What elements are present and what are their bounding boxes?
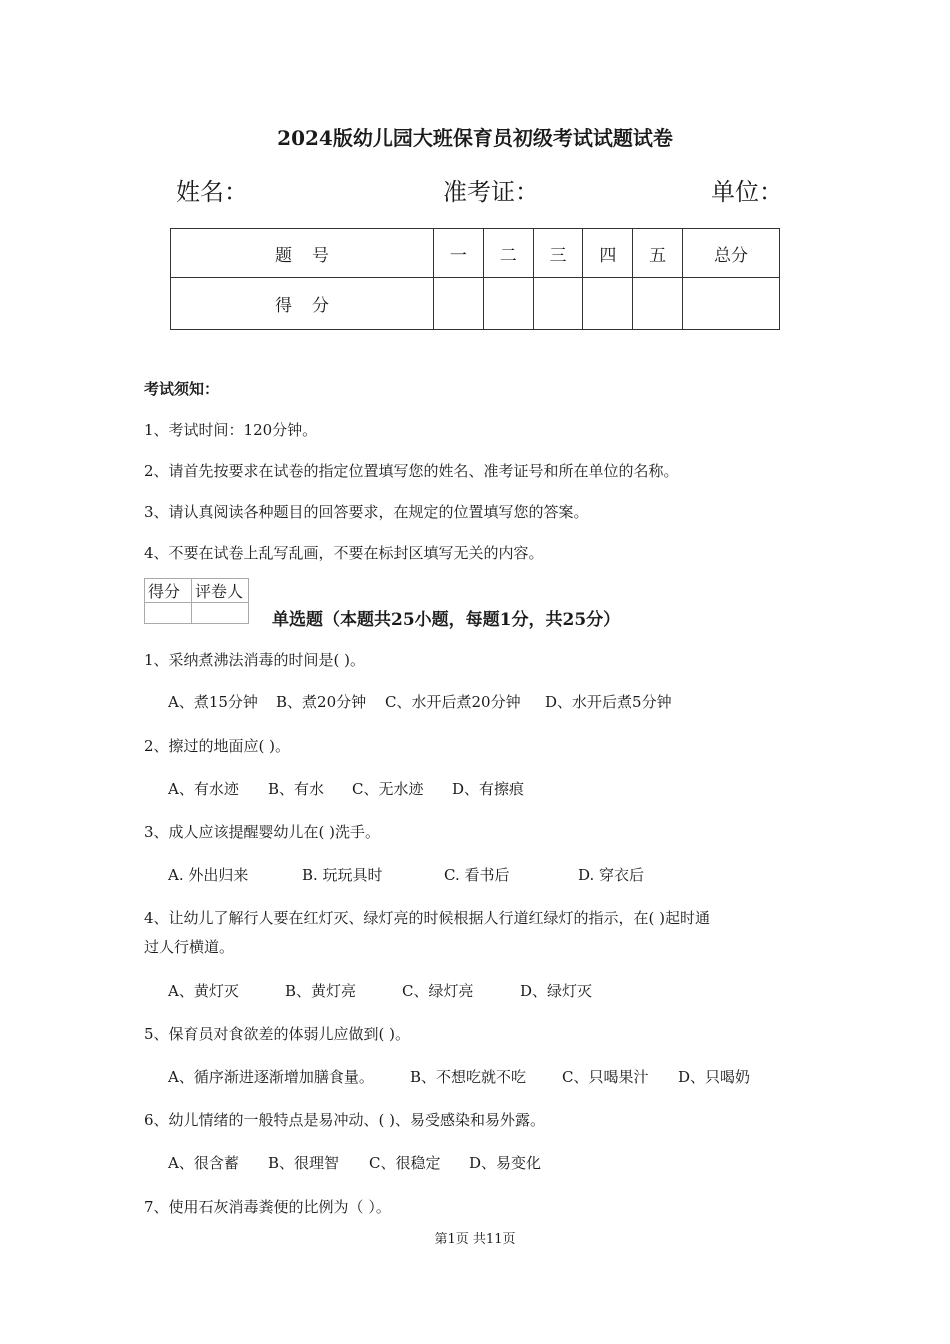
notice-item: 2、请首先按要求在试卷的指定位置填写您的姓名、准考证号和所在单位的名称。 (144, 462, 679, 480)
option[interactable]: C、只喝果汁 (562, 1068, 649, 1086)
section-heading: 单选题（本题共25小题，每题1分，共25分） (272, 610, 621, 630)
option[interactable]: B、很理智 (268, 1154, 340, 1172)
question-text: 7、使用石灰消毒粪便的比例为（ ）。 (144, 1198, 391, 1216)
grader-score-label: 得分 (145, 579, 192, 603)
column-header: 一 (433, 229, 483, 278)
option[interactable]: A、有水迹 (168, 780, 239, 798)
question-text: 1、采纳煮沸法消毒的时间是( )。 (144, 651, 366, 669)
score-cell[interactable] (533, 278, 583, 330)
option[interactable]: A、黄灯灭 (168, 982, 239, 1000)
option[interactable]: C. 看书后 (444, 866, 510, 884)
option[interactable]: D、只喝奶 (678, 1068, 751, 1086)
question-text: 5、保育员对食欲差的体弱儿应做到( )。 (144, 1025, 411, 1043)
notice-item: 3、请认真阅读各种题目的回答要求，在规定的位置填写您的答案。 (144, 503, 589, 521)
column-header: 四 (583, 229, 633, 278)
option[interactable]: B. 玩玩具时 (302, 866, 383, 884)
option[interactable]: A、煮15分钟 (168, 693, 258, 711)
option[interactable]: D、易变化 (469, 1154, 542, 1172)
question-text: 6、幼儿情绪的一般特点是易冲动、( )、易受感染和易外露。 (144, 1111, 546, 1129)
option[interactable]: B、有水 (268, 780, 325, 798)
grader-box (144, 578, 249, 624)
page-title: 2024版幼儿园大班保育员初级考试试题试卷 (277, 126, 673, 150)
column-header: 二 (483, 229, 533, 278)
score-table (170, 228, 780, 330)
question-number-label: 题号 (171, 229, 434, 278)
notice-item: 4、不要在试卷上乱写乱画，不要在标封区填写无关的内容。 (144, 544, 544, 562)
column-header: 五 (633, 229, 683, 278)
grader-score-cell[interactable] (145, 603, 192, 624)
question-text-continued: 过人行横道。 (144, 938, 235, 956)
option[interactable]: B、煮20分钟 (276, 693, 367, 711)
option[interactable]: B、黄灯亮 (285, 982, 357, 1000)
question-text: 3、成人应该提醒婴幼儿在( )洗手。 (144, 823, 381, 841)
score-cell[interactable] (483, 278, 533, 330)
unit-field-label: 单位： (711, 178, 783, 206)
column-header: 总分 (683, 229, 780, 278)
score-cell[interactable] (633, 278, 683, 330)
exam-id-field-label: 准考证： (443, 178, 539, 206)
score-cell[interactable] (583, 278, 633, 330)
question-text: 4、让幼儿了解行人要在红灯灭、绿灯亮的时候根据人行道红绿灯的指示，在( )起时通 (144, 909, 711, 927)
score-label: 得分 (171, 278, 434, 330)
score-table-header-row (171, 229, 780, 278)
option[interactable]: A、很含蓄 (168, 1154, 239, 1172)
option[interactable]: D、绿灯灭 (520, 982, 593, 1000)
grader-name-cell[interactable] (192, 603, 249, 624)
option[interactable]: D、有擦痕 (452, 780, 525, 798)
score-cell[interactable] (683, 278, 780, 330)
option[interactable]: A. 外出归来 (168, 866, 249, 884)
name-field-label: 姓名： (176, 178, 248, 206)
page-footer: 第1页 共11页 (434, 1232, 516, 1247)
option[interactable]: D. 穿衣后 (578, 866, 645, 884)
notice-item: 1、考试时间：120分钟。 (144, 421, 318, 439)
option[interactable]: C、水开后煮20分钟 (385, 693, 521, 711)
score-table-score-row (171, 278, 780, 330)
column-header: 三 (533, 229, 583, 278)
option[interactable]: B、不想吃就不吃 (410, 1068, 527, 1086)
notice-heading: 考试须知： (144, 380, 220, 398)
option[interactable]: C、无水迹 (352, 780, 424, 798)
option[interactable]: C、很稳定 (369, 1154, 441, 1172)
question-text: 2、擦过的地面应( )。 (144, 737, 291, 755)
score-cell[interactable] (433, 278, 483, 330)
option[interactable]: D、水开后煮5分钟 (545, 693, 672, 711)
option[interactable]: A、循序渐进逐渐增加膳食量。 (168, 1068, 374, 1086)
grader-name-label: 评卷人 (192, 579, 249, 603)
option[interactable]: C、绿灯亮 (402, 982, 474, 1000)
